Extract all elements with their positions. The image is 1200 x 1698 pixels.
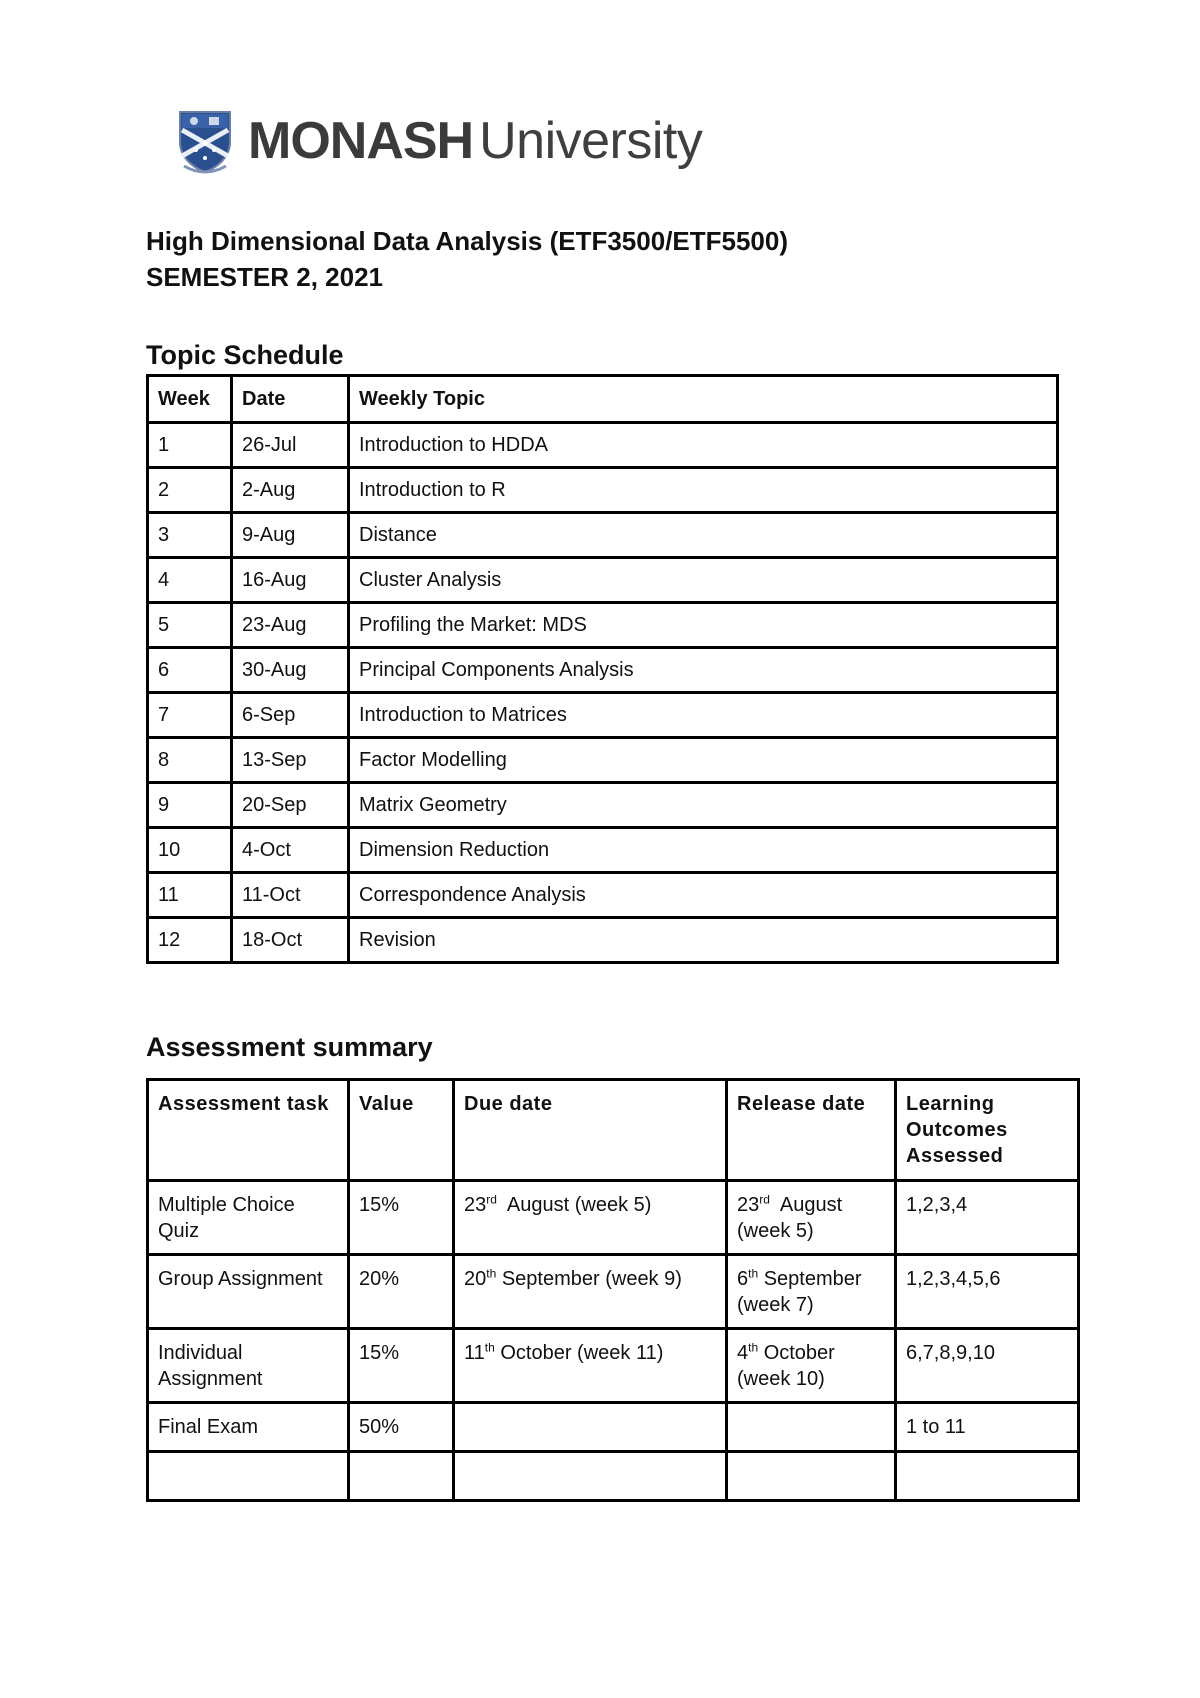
week-cell: 4 [148, 558, 232, 603]
release-month: October (week 10) [737, 1342, 841, 1390]
release-day: 4 [737, 1342, 749, 1364]
value-cell: 50% [349, 1403, 454, 1452]
header-cell-date: Date [232, 376, 349, 423]
date-cell: 20-Sep [232, 783, 349, 828]
week-cell: 2 [148, 468, 232, 513]
due-ordinal: th [484, 1340, 495, 1355]
table-row [148, 1403, 1079, 1452]
table-row [148, 1329, 1079, 1403]
empty-cell [454, 1452, 727, 1501]
due-month: October (week 11) [494, 1342, 664, 1364]
empty-row [148, 1452, 1079, 1501]
table-row [148, 693, 1058, 738]
topic-cell: Introduction to HDDA [349, 423, 1058, 468]
topic-cell: Distance [349, 513, 1058, 558]
due-month: August (week 5) [496, 1194, 652, 1216]
topic-cell: Revision [349, 918, 1058, 963]
monash-logo [176, 108, 702, 174]
header-cell-learning-outcomes: Learning Outcomes Assessed [896, 1080, 1079, 1181]
table-row [148, 828, 1058, 873]
due-ordinal: th [486, 1266, 497, 1281]
topic-cell: Principal Components Analysis [349, 648, 1058, 693]
empty-cell [349, 1452, 454, 1501]
learning-outcomes-cell: 6,7,8,9,10 [896, 1329, 1079, 1403]
assessment-summary-table [146, 1078, 1080, 1502]
release-date-cell [727, 1255, 896, 1329]
release-date-cell [727, 1403, 896, 1452]
table-row [148, 468, 1058, 513]
topic-cell: Factor Modelling [349, 738, 1058, 783]
empty-cell [727, 1452, 896, 1501]
table-row [148, 513, 1058, 558]
table-row [148, 873, 1058, 918]
release-ordinal: rd [759, 1192, 770, 1207]
week-cell: 1 [148, 423, 232, 468]
assessment-summary-heading: Assessment summary [146, 1032, 433, 1062]
due-ordinal: rd [486, 1192, 497, 1207]
date-cell: 6-Sep [232, 693, 349, 738]
due-day: 11 [464, 1342, 485, 1364]
date-cell: 30-Aug [232, 648, 349, 693]
assessment-task-cell: Individual Assignment [148, 1329, 349, 1403]
topic-cell: Cluster Analysis [349, 558, 1058, 603]
release-month: September (week 7) [737, 1268, 868, 1316]
date-cell: 16-Aug [232, 558, 349, 603]
date-cell: 26-Jul [232, 423, 349, 468]
header-cell-weekly-topic: Weekly Topic [349, 376, 1058, 423]
header-cell-due-date: Due date [454, 1080, 727, 1181]
value-cell: 20% [349, 1255, 454, 1329]
date-cell: 11-Oct [232, 873, 349, 918]
week-cell: 6 [148, 648, 232, 693]
table-row [148, 648, 1058, 693]
release-date-cell [727, 1181, 896, 1255]
date-cell: 9-Aug [232, 513, 349, 558]
topic-cell: Correspondence Analysis [349, 873, 1058, 918]
date-cell: 18-Oct [232, 918, 349, 963]
assessment-task-cell: Final Exam [148, 1403, 349, 1452]
due-date-cell [454, 1329, 727, 1403]
release-day: 6 [737, 1268, 749, 1290]
week-cell: 11 [148, 873, 232, 918]
due-date-cell [454, 1255, 727, 1329]
date-cell: 13-Sep [232, 738, 349, 783]
learning-outcomes-cell: 1,2,3,4,5,6 [896, 1255, 1079, 1329]
header-cell-value: Value [349, 1080, 454, 1181]
topic-cell: Profiling the Market: MDS [349, 603, 1058, 648]
release-month: August (week 5) [737, 1194, 848, 1242]
release-ordinal: th [748, 1266, 759, 1281]
topic-cell: Introduction to Matrices [349, 693, 1058, 738]
topic-schedule-table [146, 374, 1059, 964]
due-month: September (week 9) [496, 1268, 682, 1290]
table-row [148, 558, 1058, 603]
week-cell: 9 [148, 783, 232, 828]
header-cell-week: Week [148, 376, 232, 423]
header-cell-assessment-task: Assessment task [148, 1080, 349, 1181]
table-row [148, 1181, 1079, 1255]
table-row [148, 783, 1058, 828]
learning-outcomes-cell: 1,2,3,4 [896, 1181, 1079, 1255]
table-header-row [148, 376, 1058, 423]
logo-wordmark-bold: MONASH [248, 112, 474, 170]
due-day: 20 [464, 1268, 487, 1290]
topic-cell: Dimension Reduction [349, 828, 1058, 873]
week-cell: 8 [148, 738, 232, 783]
logo-wordmark [248, 108, 702, 174]
table-row [148, 603, 1058, 648]
week-cell: 7 [148, 693, 232, 738]
week-cell: 12 [148, 918, 232, 963]
header-cell-release-date: Release date [727, 1080, 896, 1181]
week-cell: 10 [148, 828, 232, 873]
topic-cell: Matrix Geometry [349, 783, 1058, 828]
release-date-cell [727, 1329, 896, 1403]
monash-crest-icon [176, 108, 234, 174]
course-title: High Dimensional Data Analysis (ETF3500/ETF5500) [146, 226, 789, 256]
release-ordinal: th [748, 1340, 759, 1355]
logo-wordmark-light: University [479, 112, 703, 170]
table-row [148, 738, 1058, 783]
value-cell: 15% [349, 1329, 454, 1403]
topic-cell: Introduction to R [349, 468, 1058, 513]
empty-cell [896, 1452, 1079, 1501]
value-cell: 15% [349, 1181, 454, 1255]
learning-outcomes-cell: 1 to 11 [896, 1403, 1079, 1452]
assessment-task-cell: Multiple Choice Quiz [148, 1181, 349, 1255]
empty-cell [148, 1452, 349, 1501]
date-cell: 4-Oct [232, 828, 349, 873]
due-date-cell [454, 1181, 727, 1255]
date-cell: 23-Aug [232, 603, 349, 648]
semester-title: SEMESTER 2, 2021 [146, 262, 383, 292]
table-row [148, 918, 1058, 963]
due-day: 23 [464, 1194, 487, 1216]
release-day: 23 [737, 1194, 760, 1216]
week-cell: 5 [148, 603, 232, 648]
table-row [148, 423, 1058, 468]
topic-schedule-heading: Topic Schedule [146, 340, 344, 370]
date-cell: 2-Aug [232, 468, 349, 513]
week-cell: 3 [148, 513, 232, 558]
assessment-task-cell: Group Assignment [148, 1255, 349, 1329]
due-date-cell [454, 1403, 727, 1452]
table-header-row [148, 1080, 1079, 1181]
table-row [148, 1255, 1079, 1329]
